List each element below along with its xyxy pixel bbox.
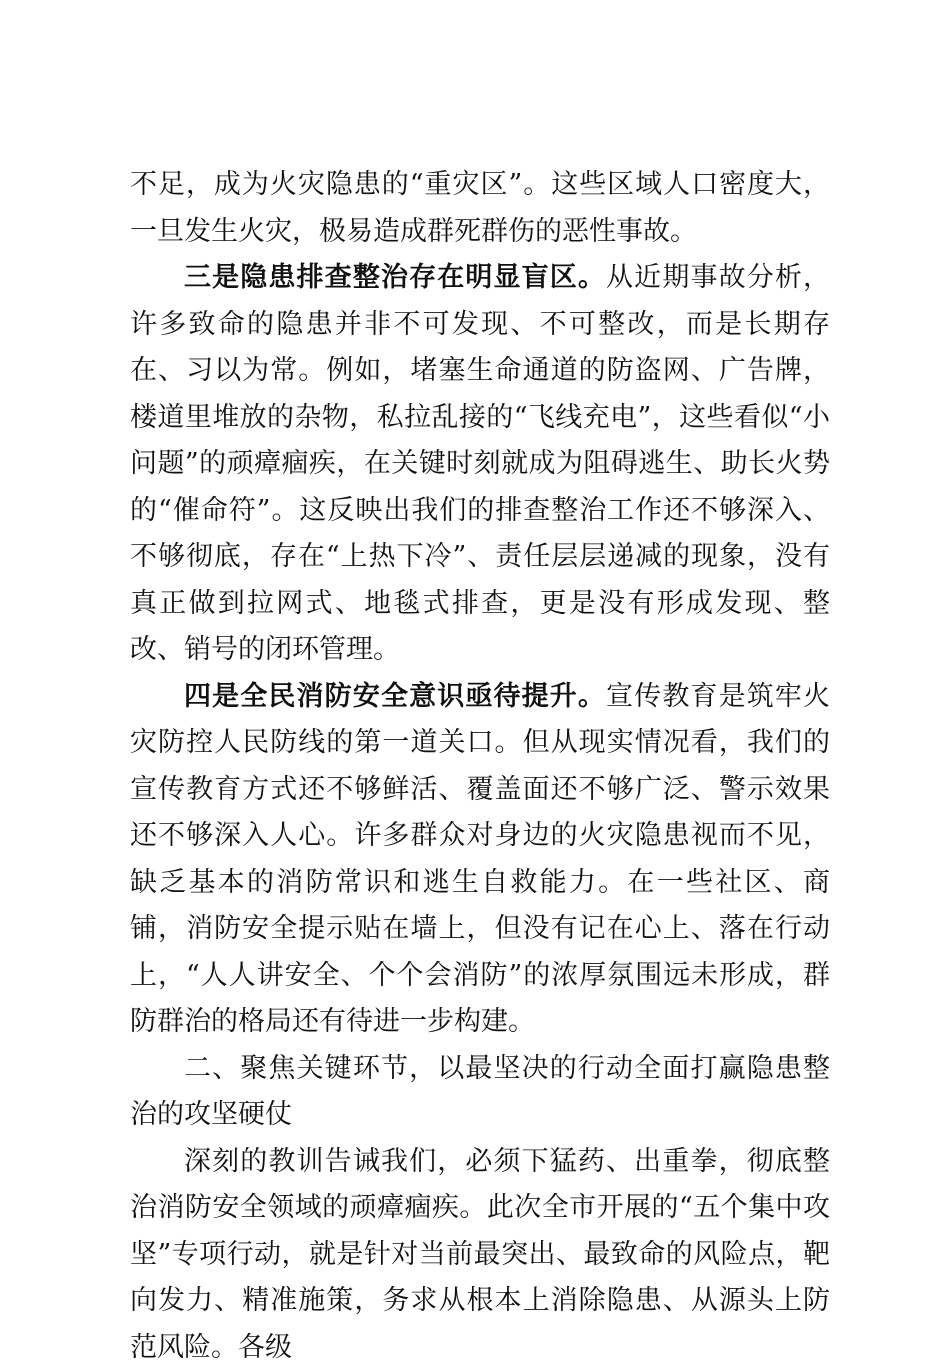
paragraph-heading: 四是全民消防安全意识亟待提升。 [184, 681, 606, 712]
section-heading [130, 1046, 830, 1139]
paragraph-text: 深刻的教训告诫我们，必须下猛药、出重拳，彻底整治消防安全领域的顽瘴痼疾。此次全市开展的“五个集中攻坚”专项行动，就是针对当前最突出、最致命的风险点，靶向发力、精准施策，务求从根本上消除隐患、从源头上防范风险。各级 [130, 1146, 830, 1363]
paragraph-intro [130, 1139, 830, 1371]
paragraph-point-four [130, 674, 830, 1046]
paragraph-text: 宣传教育是筑牢火灾防控人民防线的第一道关口。但从现实情况看，我们的宣传教育方式还不够鲜活、覆盖面还不够广泛、警示效果还不够深入人心。许多群众对身边的火灾隐患视而不见，缺乏基本的消防常识和逃生自救能力。在一些社区、商铺，消防安全提示贴在墙上，但没有记在心上、落在行动上，“人人讲安全、个个会消防”的浓厚氛围远未形成，群防群治的格局还有待进一步构建。 [130, 681, 830, 1038]
paragraph-text: 不足，成为火灾隐患的“重灾区”。这些区域人口密度大，一旦发生火灾，极易造成群死群伤的恶性事故。 [130, 169, 830, 247]
paragraph-point-three [130, 255, 830, 674]
paragraph-text: 从近期事故分析，许多致命的隐患并非不可发现、不可整改，而是长期存在、习以为常。例如，堵塞生命通道的防盗网、广告牌，楼道里堆放的杂物，私拉乱接的“飞线充电”，这些看似“小问题”的顽瘴痼疾，在关键时刻就成为阻碍逃生、助长火势的“催命符”。这反映出我们的排查整治工作还不够深入、不够彻底，存在“上热下冷”、责任层层递减的现象，没有真正做到拉网式、地毯式排查，更是没有形成发现、整改、销号的闭环管理。 [130, 262, 830, 665]
paragraph-heading: 三是隐患排查整治存在明显盲区。 [184, 262, 606, 293]
section-heading-text: 二、聚焦关键环节，以最坚决的行动全面打赢隐患整治的攻坚硬仗 [130, 1053, 830, 1131]
paragraph-continuation [130, 162, 830, 255]
document-body [130, 162, 830, 1371]
